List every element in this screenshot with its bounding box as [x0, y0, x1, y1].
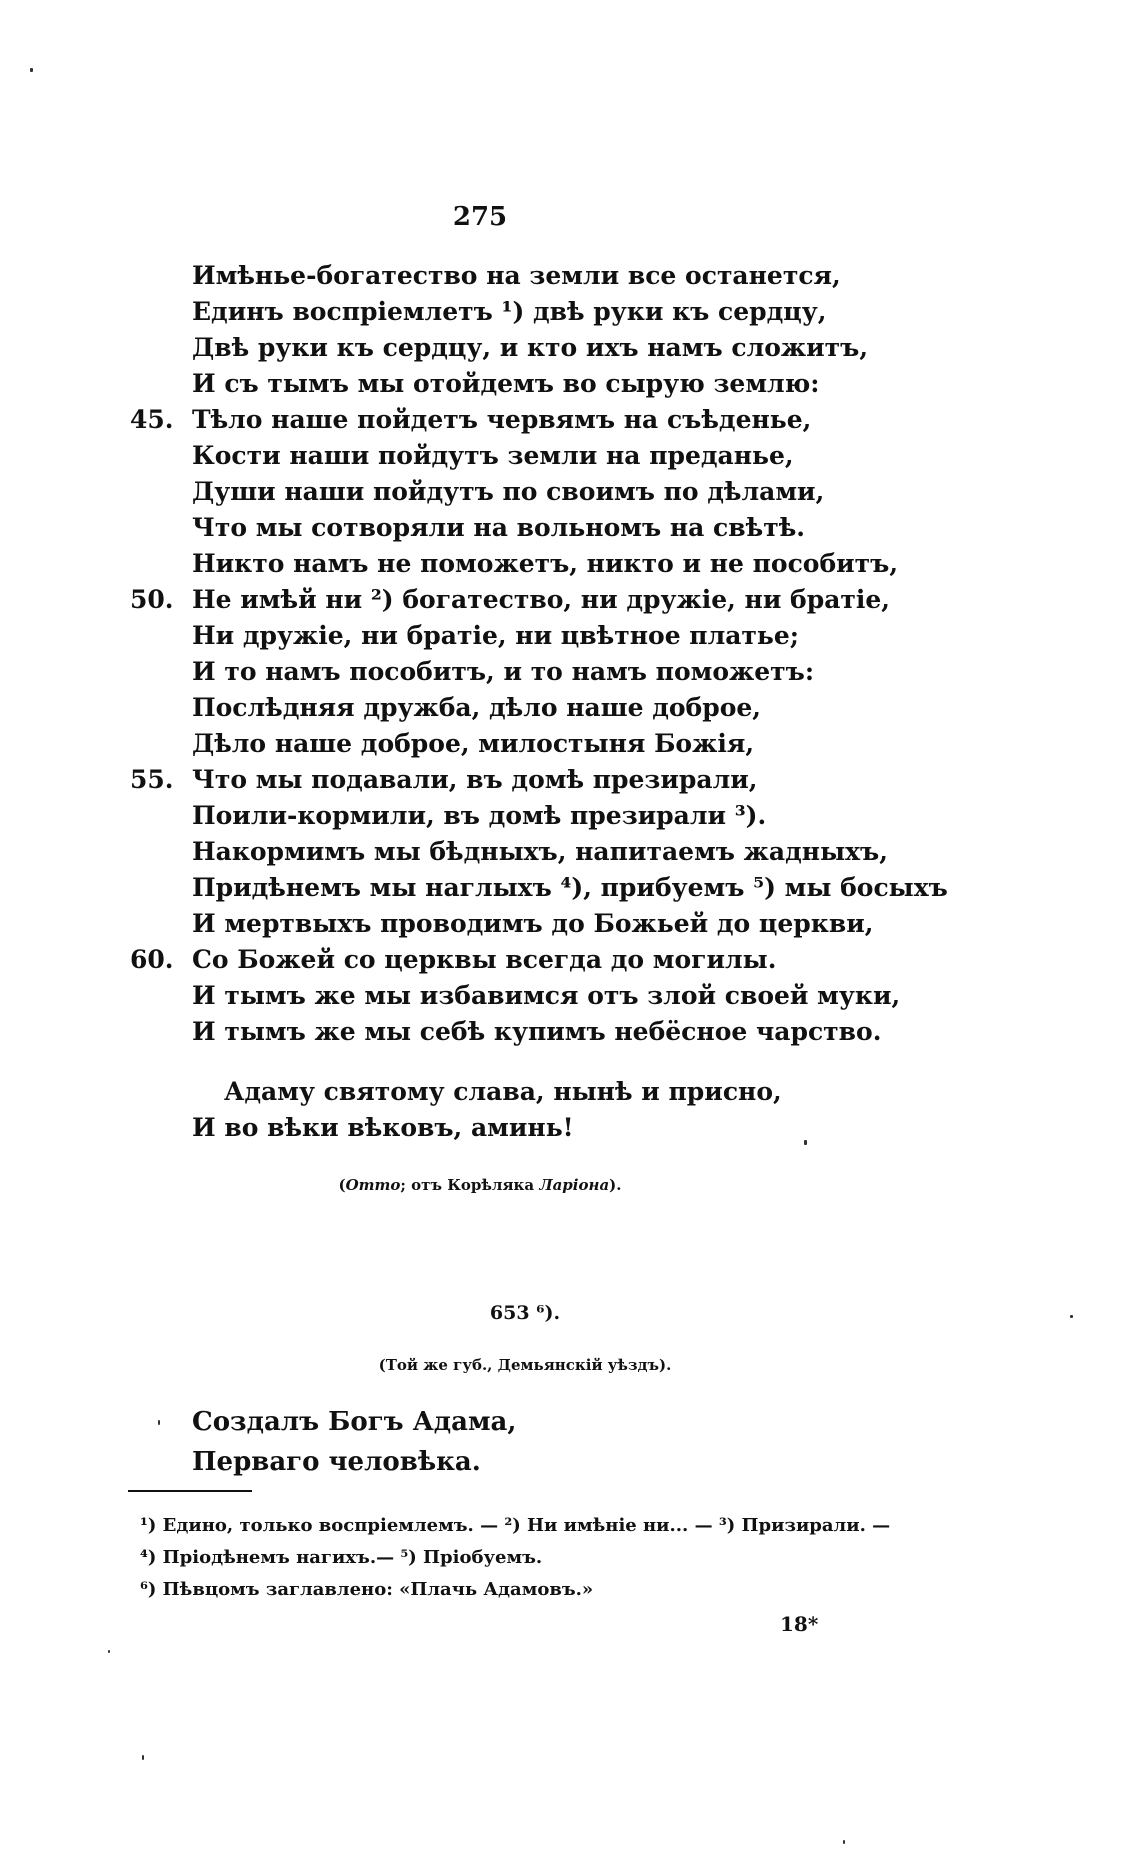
sheet-signature: 18* [780, 1612, 819, 1636]
verse-text: Никто намъ не поможетъ, никто и не пособитъ, [192, 549, 899, 578]
page-number: 275 [452, 202, 508, 232]
closing-line [192, 1074, 892, 1110]
verse-line [130, 870, 948, 906]
verse-text: Единъ воспріемлетъ ¹) двѣ руки къ сердцу, [192, 297, 827, 326]
footnotes [140, 1510, 960, 1606]
print-speck [1070, 1315, 1073, 1318]
verse-number: 45. [130, 405, 174, 434]
verse-number: 60. [130, 945, 174, 974]
verse-line [130, 762, 930, 798]
print-speck [142, 1755, 144, 1760]
print-speck [158, 1420, 160, 1425]
verse-text: Поили-кормили, въ домѣ презирали ³). [192, 801, 767, 830]
attribution-close: ). [609, 1176, 622, 1194]
verse-line [130, 330, 930, 366]
verse-line [130, 726, 930, 762]
verse-text: Имѣнье-богатество на земли все останется, [192, 261, 841, 290]
closing-line [192, 1110, 892, 1146]
second-poem-body [192, 1402, 892, 1482]
attribution-open: ( [338, 1176, 346, 1194]
verse-text: Послѣдняя дружба, дѣло наше доброе, [192, 693, 761, 722]
verse-line [192, 1402, 892, 1442]
verse-text: Души наши пойдутъ по своимъ по дѣлами, [192, 477, 825, 506]
verse-line [130, 690, 930, 726]
verse-text: Дѣло наше доброе, милостыня Божія, [192, 729, 755, 758]
print-speck [843, 1840, 845, 1844]
verse-text: Накормимъ мы бѣдныхъ, напитаемъ жадныхъ, [192, 837, 888, 866]
attribution-rest: ; отъ Корѣляка [400, 1176, 540, 1194]
footnote: ¹) Едино, только воспріемлемъ. — ²) Ни имѣніе ни... — ³) Призирали. — [140, 1515, 891, 1536]
verse-text: И съ тымъ мы отойдемъ во сырую землю: [192, 369, 820, 398]
verse-line [130, 366, 930, 402]
verse-line [130, 546, 930, 582]
section-subtitle: (Той же губ., Демьянскій уѣздъ). [378, 1356, 672, 1374]
source-attribution [0, 1176, 960, 1194]
verse-text: И тымъ же мы избавимся отъ злой своей муки, [192, 981, 901, 1010]
verse-number: 55. [130, 765, 174, 794]
verse-text: И мертвыхъ проводимъ до Божьей до церкви, [192, 909, 874, 938]
verse-line [130, 474, 930, 510]
verse-text: Двѣ руки къ сердцу, и кто ихъ намъ сложитъ, [192, 333, 869, 362]
verse-line [130, 1014, 930, 1050]
verse-text: Что мы сотворяли на вольномъ на свѣтѣ. [192, 513, 805, 542]
informant-name: Ларіона [539, 1176, 610, 1194]
verse-text: Адаму святому слава, нынѣ и присно, [224, 1077, 782, 1106]
verse-line [130, 294, 930, 330]
verse-text: Кости наши пойдутъ земли на преданье, [192, 441, 794, 470]
closing-doxology [192, 1074, 892, 1146]
footnote-divider [128, 1490, 252, 1492]
verse-text: Ни дружіе, ни братіе, ни цвѣтное платье; [192, 621, 800, 650]
section-number: 653 ⁶). [489, 1302, 561, 1324]
verse-line [130, 906, 930, 942]
verse-text: Что мы подавали, въ домѣ презирали, [192, 765, 758, 794]
verse-line [130, 582, 930, 618]
verse-line [130, 798, 930, 834]
verse-text: И во вѣки вѣковъ, аминь! [192, 1113, 574, 1142]
verse-text: Не имѣй ни ²) богатество, ни дружіе, ни братіе, [192, 585, 891, 614]
verse-text: И тымъ же мы себѣ купимъ небёсное чарство. [192, 1017, 882, 1046]
verse-text: И то намъ пособитъ, и то намъ поможетъ: [192, 657, 815, 686]
verse-text: Тѣло наше пойдетъ червямъ на съѣденье, [192, 405, 812, 434]
verse-text: Перваго человѣка. [192, 1447, 481, 1477]
verse-number: 50. [130, 585, 174, 614]
verse-line [130, 438, 930, 474]
verse-line [130, 402, 930, 438]
collector-name: Отто [345, 1176, 401, 1194]
print-speck [108, 1650, 110, 1653]
verse-text: Со Божей со церквы всегда до могилы. [192, 945, 777, 974]
verse-line [130, 942, 930, 978]
verse-line [130, 618, 930, 654]
verse-line [130, 654, 930, 690]
verse-line [130, 834, 930, 870]
verse-text: Придѣнемъ мы наглыхъ ⁴), прибуемъ ⁵) мы босыхъ [192, 873, 948, 902]
verse-line [192, 1442, 892, 1482]
footnote: ⁴) Пріодѣнемъ нагихъ.— ⁵) Пріобуемъ. [140, 1547, 543, 1568]
print-speck [30, 68, 33, 72]
verse-line [130, 510, 930, 546]
footnote: ⁶) Пѣвцомъ заглавлено: «Плачь Адамовъ.» [140, 1579, 594, 1600]
poem-body [130, 258, 948, 1050]
verse-line [130, 258, 930, 294]
verse-text: Создалъ Богъ Адама, [192, 1407, 517, 1437]
verse-line [130, 978, 930, 1014]
print-speck [804, 1140, 807, 1145]
